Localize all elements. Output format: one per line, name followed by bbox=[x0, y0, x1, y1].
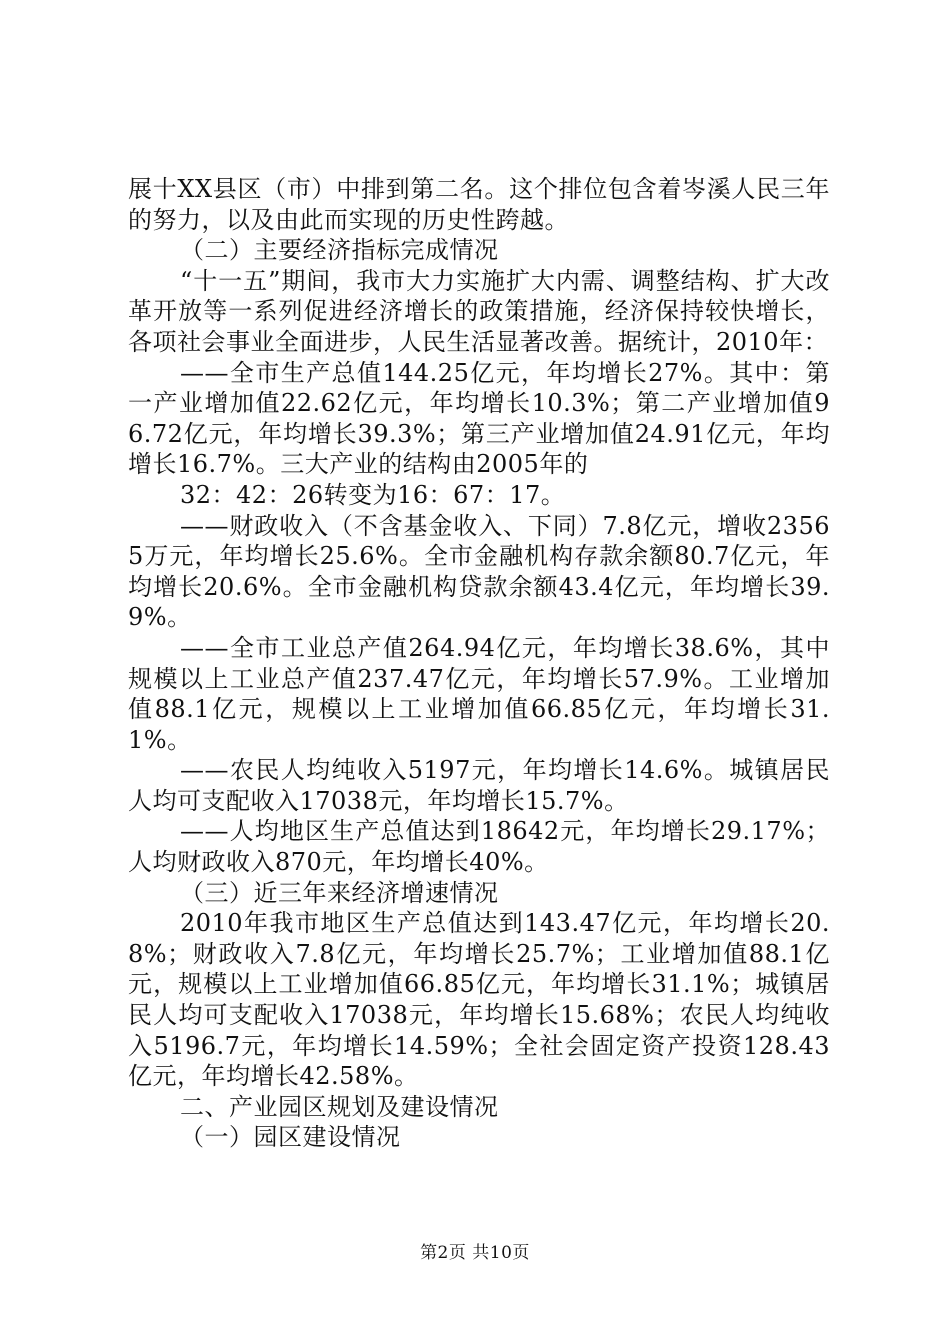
paragraph-1: 展十XX县区（市）中排到第二名。这个排位包含着岑溪人民三年的努力，以及由此而实现的历史性跨越。 bbox=[128, 175, 830, 234]
paragraph-4: ——全市生产总值144.25亿元，年均增长27%。其中：第一产业增加值22.62亿元，年均增长10.3%；第二产业增加值96.72亿元，年均增长39.3%；第三产业增加值24.91亿元，年均增长16.7%。三大产业的结构由2005年的 bbox=[128, 358, 830, 479]
section-heading-10: （三）近三年来经济增速情况 bbox=[180, 878, 499, 907]
paragraph-9: ——人均地区生产总值达到18642元，年均增长29.17%；人均财政收入870元，年均增长40%。 bbox=[128, 817, 830, 877]
section-heading-13: （一）园区建设情况 bbox=[180, 1123, 401, 1152]
paragraph-6: ——财政收入（不含基金收入、下同）7.8亿元，增收23565万元，年均增长25.6%。全市金融机构存款余额80.7亿元，年均增长20.6%。全市金融机构贷款余额43.4亿元，年均增长39.9%。 bbox=[128, 511, 830, 632]
paragraph-5: 32：42：26转变为16：67：17。 bbox=[180, 480, 566, 509]
paragraph-8: ——农民人均纯收入5197元，年均增长14.6%。城镇居民人均可支配收入17038元，年均增长15.7%。 bbox=[128, 756, 830, 815]
paragraph-11: 2010年我市地区生产总值达到143.47亿元，年均增长20.8%；财政收入7.8亿元，年均增长25.7%；工业增加值88.1亿元，规模以上工业增加值66.85亿元，年均增长31.1%；城镇居民人均可支配收入17038元，年均增长15.68%；农民人均纯收入5196.7元，年均增长14.59%；全社会固定资产投资128.43亿元，年均增长42.58%。 bbox=[128, 909, 830, 1091]
page-footer: 第2页 共10页 bbox=[420, 1243, 530, 1263]
paragraph-3: “十一五”期间，我市大力实施扩大内需、调整结构、扩大改革开放等一系列促进经济增长的政策措施，经济保持较快增长，各项社会事业全面进步，人民生活显著改善。据统计，2010年： bbox=[128, 266, 830, 356]
paragraph-7: ——全市工业总产值264.94亿元，年均增长38.6%，其中规模以上工业总产值237.47亿元，年均增长57.9%。工业增加值88.1亿元，规模以上工业增加值66.85亿元，年均增长31.1%。 bbox=[128, 633, 830, 754]
section-heading-2: （二）主要经济指标完成情况 bbox=[180, 236, 499, 265]
document-body bbox=[128, 174, 830, 1153]
section-heading-12: 二、产业园区规划及建设情况 bbox=[180, 1092, 499, 1121]
